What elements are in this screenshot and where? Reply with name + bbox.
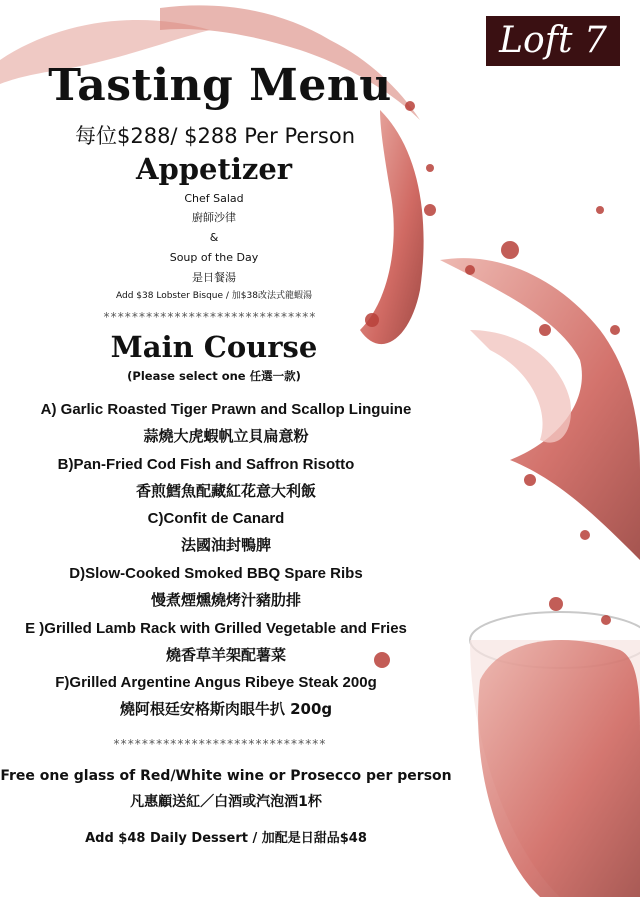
appetizer-line: & [209,231,219,244]
dish-e-zh: 燒香草羊架配薯菜 [165,646,286,664]
dish-b: B)Pan-Fried Cod Fish and Saffron Risotto [57,456,355,473]
appetizer-line: Soup of the Day [169,251,259,264]
dish-c: C)Confit de Canard [147,510,285,527]
wine-offer-zh: 凡惠顧送紅／白酒或汽泡酒1杯 [130,794,322,810]
dish-a: A) Garlic Roasted Tiger Prawn and Scallop Linguine [40,401,412,418]
loft7-logo: Loft 7 [486,16,620,66]
dish-b-zh: 香煎鱈魚配藏紅花意大利飯 [135,482,316,500]
dessert-addon: Add $48 Daily Dessert / 加配是日甜品$48 [85,831,367,846]
main-course-instruction: (Please select one 任選一款) [127,369,301,383]
wine-offer: Free one glass of Red/White wine or Prosecco per person [0,768,452,784]
main-course-heading: Main Course [110,330,318,364]
dish-e: E )Grilled Lamb Rack with Grilled Vegetable and Fries [25,620,407,637]
dish-f: F)Grilled Argentine Angus Ribeye Steak 200g [55,674,377,691]
dish-f-zh: 燒阿根廷安格斯肉眼牛扒 200g [119,700,333,718]
appetizer-heading: Appetizer [135,152,293,186]
divider: ****************************** [113,737,327,751]
price-line: 每位$288/ $288 Per Person [74,124,356,148]
dish-a-zh: 蒜燒大虎蝦帆立貝扁意粉 [143,427,309,445]
divider: ****************************** [103,310,317,324]
dish-d: D)Slow-Cooked Smoked BBQ Spare Ribs [69,565,363,582]
appetizer-line: 是日餐湯 [192,271,236,284]
dish-d-zh: 慢煮煙燻燒烤汁豬肋排 [150,591,301,609]
appetizer-line: Chef Salad [184,192,244,205]
appetizer-line: 廚師沙律 [192,211,236,224]
appetizer-addon: Add $38 Lobster Bisque / 加$38改法式龍蝦湯 [116,291,312,301]
dish-c-zh: 法國油封鴨脾 [180,536,271,554]
menu-title: Tasting Menu [48,60,392,111]
